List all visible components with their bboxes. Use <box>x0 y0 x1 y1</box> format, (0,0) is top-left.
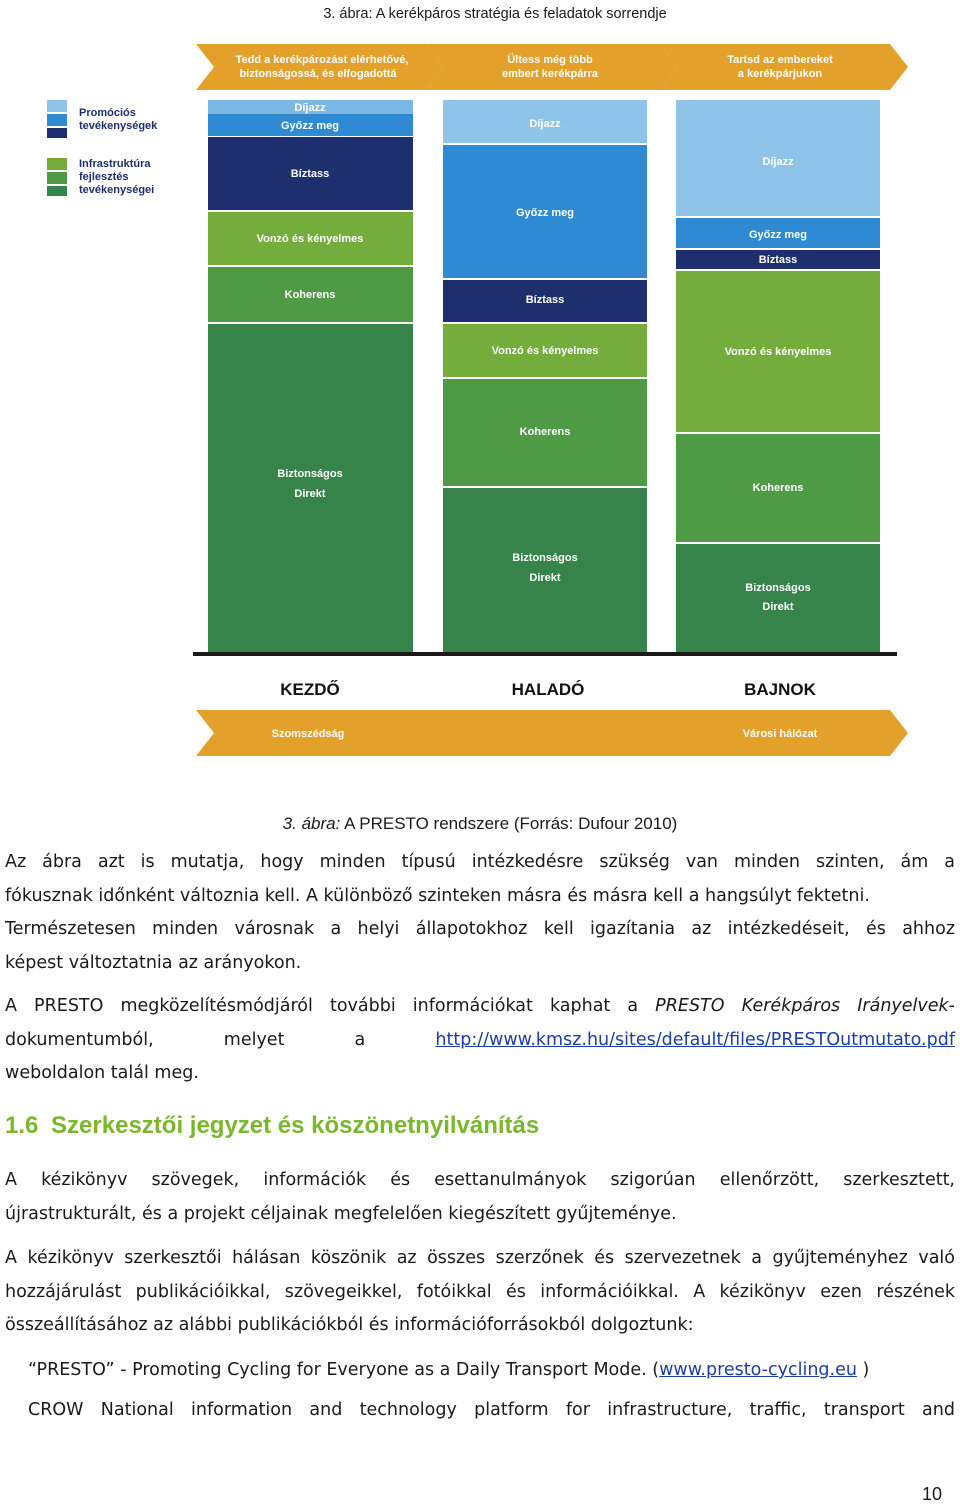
figure-title: 3. ábra: A kerékpáros stratégia és feladatok sorrendje <box>323 6 667 22</box>
block-dijazz-label: Díjazz <box>529 118 561 130</box>
block-gyozz-meg-label: Győzz meg <box>280 120 340 132</box>
block-biztass-label: Bíztass <box>290 168 330 180</box>
reference-1-end: ) <box>856 1360 870 1380</box>
figure-caption <box>0 814 960 834</box>
arrow-1 <box>196 44 444 90</box>
paragraph-2-text: A PRESTO megközelítésmódjáról további információkat kaphat a <box>5 996 656 1016</box>
top-arrows <box>196 44 908 90</box>
column-bajnok <box>676 100 880 653</box>
legend-infra-line2: fejlesztés <box>79 171 129 183</box>
bottom-arrow-right: Városi hálózat <box>742 728 818 740</box>
arrow-1-line1: Tedd a kerékpározást elérhetővé, <box>235 54 409 66</box>
arrow-3 <box>660 44 908 90</box>
paragraph-1 <box>5 846 955 980</box>
paragraph-1-line: Az ábra azt is mutatja, hogy minden típusú intézkedésre szükség van minden szinten, ám a <box>5 852 955 872</box>
reference-1 <box>28 1354 955 1387</box>
paragraph-3-line: újrastrukturált, és a projekt céljainak megfelelően kiegészített gyűjteménye. <box>5 1203 677 1224</box>
paragraph-2-word: a <box>354 1029 366 1050</box>
guideline-title: PRESTO Kerékpáros Irányelvek <box>655 996 949 1016</box>
block-biztonsagos-label: Biztonságos <box>277 468 343 480</box>
reference-1-text: “PRESTO” - Promoting Cycling for Everyone as a Daily Transport Mode. ( <box>28 1360 660 1380</box>
paragraph-1-line: fókusznak időnként változnia kell. A különböző szinteken másra és másra kell a hangsúlyt fektetni. <box>5 885 870 906</box>
legend-infra-line3: tevékenységei <box>79 184 155 196</box>
column-halado <box>443 100 647 653</box>
paragraph-4-line: hozzájárulást publikációikkal, szövegeikkel, fotóikkal és információikkal. A kézikönyv ezen részének <box>5 1281 955 1302</box>
bottom-arrow-left: Szomszédság <box>271 728 345 740</box>
section-heading <box>5 1112 539 1140</box>
section-title: Szerkesztői jegyzet és köszönetnyilvánítás <box>51 1112 540 1139</box>
paragraph-2-line3: weboldalon talál meg. <box>5 1063 199 1083</box>
page-number: 10 <box>921 1484 942 1504</box>
block-direkt-label: Direkt <box>529 572 561 584</box>
paragraph-3-line: A kézikönyv szövegek, információk és esettanulmányok szigorúan ellenőrzött, szerkesztett, <box>5 1170 955 1190</box>
legend-infra-swatch-3 <box>47 186 67 196</box>
legend-infra-swatch-1 <box>47 158 67 170</box>
section-number: 1.6 <box>5 1112 39 1139</box>
arrow-3-line1: Tartsd az embereket <box>727 54 833 66</box>
block-gyozz-meg-label: Győzz meg <box>748 229 808 241</box>
arrow-2-line1: Ültess még több <box>507 54 593 66</box>
legend-infra-line1: Infrastruktúra <box>79 158 151 170</box>
paragraph-2-word: dokumentumból, <box>5 1029 154 1050</box>
block-vonzo-label: Vonzó és kényelmes <box>491 345 599 357</box>
level-label-halado: HALADÓ <box>511 680 585 699</box>
presto-cycling-link[interactable]: www.presto-cycling.eu <box>659 1360 857 1380</box>
block-dijazz-label: Díjazz <box>294 102 326 114</box>
paragraph-1-line: képest változtatnia az arányokon. <box>5 952 302 973</box>
legend-promo-line1: Promóciós <box>79 107 136 119</box>
block-gyozz-meg-label: Győzz meg <box>515 207 575 219</box>
block-koherens-label: Koherens <box>519 426 571 438</box>
block-vonzo-label: Vonzó és kényelmes <box>256 233 364 245</box>
paragraph-2-word: melyet <box>223 1029 285 1050</box>
paragraph-1-line: Természetesen minden városnak a helyi állapotokhoz kell igazítania az intézkedéseit, és ahhoz <box>5 919 955 939</box>
paragraph-4 <box>5 1242 955 1343</box>
legend-promo-swatch-1 <box>47 100 67 112</box>
caption-text: A PRESTO rendszere (Forrás: Dufour 2010) <box>340 814 678 833</box>
block-direkt-label: Direkt <box>294 488 326 500</box>
paragraph-2 <box>5 990 955 1091</box>
paragraph-3 <box>5 1164 955 1231</box>
legend-promo-swatch-3 <box>47 128 67 138</box>
block-biztonsagos <box>676 544 880 653</box>
block-biztonsagos-label: Biztonságos <box>512 552 578 564</box>
block-koherens-label: Koherens <box>752 482 804 494</box>
paragraph-2-line1 <box>5 990 955 1024</box>
block-biztass-label: Bíztass <box>758 254 798 266</box>
paragraph-2-hyphen: - <box>948 996 955 1016</box>
paragraph-2-line2 <box>5 1024 955 1058</box>
block-biztonsagos <box>443 488 647 653</box>
block-biztonsagos-label: Biztonságos <box>745 582 811 594</box>
reference-2 <box>28 1394 955 1427</box>
arrow-2 <box>426 44 678 90</box>
level-label-bajnok: BAJNOK <box>744 680 816 699</box>
reference-2-text: CROW National information and technology platform for infrastructure, traffic, transport and <box>28 1400 955 1420</box>
level-label-kezdo: KEZDŐ <box>280 680 340 699</box>
legend-infra-swatch-2 <box>47 172 67 184</box>
caption-prefix: 3. ábra: <box>282 814 341 833</box>
block-vonzo-label: Vonzó és kényelmes <box>724 346 832 358</box>
presto-guide-link[interactable]: http://www.kmsz.hu/sites/default/files/PRESTOutmutato.pdf <box>435 1029 955 1050</box>
paragraph-4-line: A kézikönyv szerkesztői hálásan köszönik az összes szerzőnek és szervezetnek a gyűjteményhez való <box>5 1248 955 1268</box>
block-koherens-label: Koherens <box>284 289 336 301</box>
arrow-2-line2: embert kerékpárra <box>501 68 599 80</box>
legend-promo-line2: tevékenységek <box>79 120 158 132</box>
block-dijazz-label: Díjazz <box>762 156 794 168</box>
arrow-1-line2: biztonságossá, és elfogadottá <box>239 68 397 80</box>
block-direkt-label: Direkt <box>762 601 794 613</box>
legend <box>47 100 158 196</box>
baseline <box>193 652 897 656</box>
paragraph-4-line: összeállításához az alábbi publikációkból és információforrásokból dolgoztunk: <box>5 1315 694 1335</box>
block-biztass-label: Bíztass <box>525 294 565 306</box>
column-kezdo <box>208 100 413 653</box>
legend-promo-swatch-2 <box>47 114 67 126</box>
arrow-3-line2: a kerékpárjukon <box>737 68 823 80</box>
